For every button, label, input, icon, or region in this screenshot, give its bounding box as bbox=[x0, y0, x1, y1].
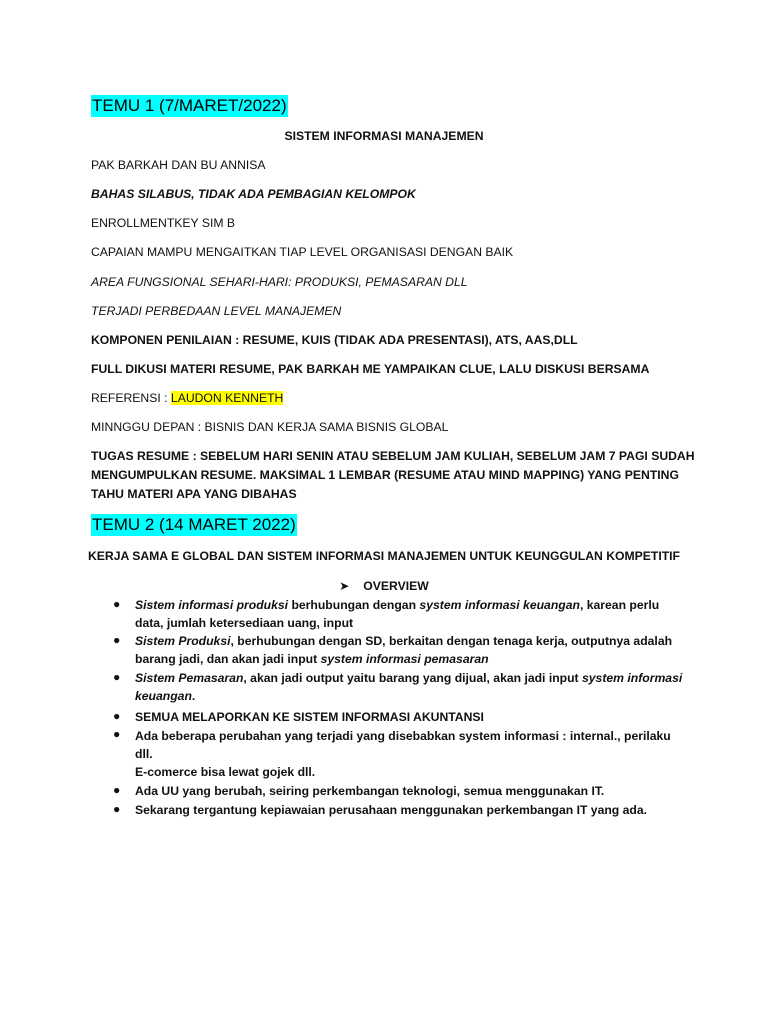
temu-2-title: KERJA SAMA E GLOBAL DAN SISTEM INFORMASI MANAJEMEN UNTUK KEUNGGULAN KOMPETITIF bbox=[87, 549, 680, 563]
referensi-line bbox=[91, 389, 283, 408]
bullet-1-e: data, jumlah ketersediaan uang, input bbox=[135, 616, 354, 630]
tugas-line-2: MENGUMPULKAN RESUME. MAKSIMAL 1 LEMBAR (RESUME ATAU MIND MAPPING) YANG PENTING bbox=[91, 468, 679, 482]
bullet-icon: ● bbox=[113, 670, 121, 684]
bullet-icon: ● bbox=[113, 633, 121, 647]
referensi-value: LAUDON KENNETH bbox=[170, 391, 284, 405]
bullet-item-3 bbox=[135, 669, 695, 705]
bullet-5-b: dll. bbox=[135, 747, 153, 761]
bullet-4-a: SEMUA MELAPORKAN KE SISTEM INFORMASI AKUNTANSI bbox=[135, 710, 484, 724]
enroll-key-line: ENROLLMENTKEY SIM B bbox=[91, 216, 236, 230]
bullet-1-a: Sistem informasi produksi bbox=[135, 598, 289, 612]
bullet-2-b: , berhubungan dengan SD, berkaitan dengan tenaga kerja, outputnya adalah bbox=[230, 634, 673, 648]
overview-line bbox=[0, 577, 768, 595]
bullet-2-c: barang jadi, dan akan jadi input bbox=[135, 652, 321, 666]
bullet-1-d: , karean perlu bbox=[579, 598, 660, 612]
capaian-line: CAPAIAN MAMPU MENGAITKAN TIAP LEVEL ORGANISASI DENGAN BAIK bbox=[91, 245, 514, 259]
bullet-2-a: Sistem Produksi bbox=[135, 634, 231, 648]
diskusi-line: FULL DIKUSI MATERI RESUME, PAK BARKAH ME YAMPAIKAN CLUE, LALU DISKUSI BERSAMA bbox=[91, 362, 650, 376]
bullet-item-7 bbox=[135, 801, 695, 819]
overview-label: OVERVIEW bbox=[363, 579, 429, 593]
temu-2-heading: TEMU 2 (14 MARET 2022) bbox=[92, 515, 296, 534]
bullet-7-a: Sekarang tergantung kepiawaian perusahaan menggunakan perkembangan IT yang ada. bbox=[135, 803, 648, 817]
arrowhead-icon: ➤ bbox=[339, 579, 350, 593]
bullet-3-c: system informasi bbox=[582, 671, 683, 685]
bullet-1-c: system informasi keuangan bbox=[419, 598, 580, 612]
bullet-icon: ● bbox=[113, 597, 121, 611]
bullet-2-d: system informasi pemasaran bbox=[320, 652, 489, 666]
minggu-depan-line: MINNGGU DEPAN : BISNIS DAN KERJA SAMA BISNIS GLOBAL bbox=[91, 420, 449, 434]
temu-1-title: SISTEM INFORMASI MANAJEMEN bbox=[284, 129, 484, 143]
bullet-item-5 bbox=[135, 727, 695, 781]
bullet-5-c: E-comerce bisa lewat gojek dll. bbox=[135, 765, 316, 779]
bullet-3-a: Sistem Pemasaran bbox=[135, 671, 244, 685]
bullet-icon: ● bbox=[113, 783, 121, 797]
bullet-item-2 bbox=[135, 632, 695, 668]
bullet-icon: ● bbox=[113, 802, 121, 816]
area-fungsional-line: AREA FUNGSIONAL SEHARI-HARI: PRODUKSI, PEMASARAN DLL bbox=[91, 275, 468, 289]
bullet-3-d: keuangan bbox=[135, 689, 192, 703]
bullet-6-a: Ada UU yang berubah, seiring perkembangan teknologi, semua menggunakan IT. bbox=[135, 784, 605, 798]
komponen-penilaian-line: KOMPONEN PENILAIAN : RESUME, KUIS (TIDAK ADA PRESENTASI), ATS, AAS,DLL bbox=[91, 333, 578, 347]
bullet-5-a: Ada beberapa perubahan yang terjadi yang disebabkan system informasi : internal., perilaku bbox=[135, 729, 671, 743]
bullet-1-b: berhubungan dengan bbox=[288, 598, 420, 612]
bullet-icon: ● bbox=[113, 727, 121, 741]
lecturers-line: PAK BARKAH DAN BU ANNISA bbox=[91, 158, 266, 172]
bullet-3-b: , akan jadi output yaitu barang yang dijual, akan jadi input bbox=[243, 671, 582, 685]
referensi-label: REFERENSI : bbox=[91, 391, 171, 405]
silabus-line: BAHAS SILABUS, TIDAK ADA PEMBAGIAN KELOMPOK bbox=[91, 187, 416, 201]
tugas-line-1: TUGAS RESUME : SEBELUM HARI SENIN ATAU SEBELUM JAM KULIAH, SEBELUM JAM 7 PAGI SUDAH bbox=[91, 449, 695, 463]
bullet-item-6 bbox=[135, 782, 695, 800]
level-manajemen-line: TERJADI PERBEDAAN LEVEL MANAJEMEN bbox=[91, 304, 342, 318]
temu-1-heading: TEMU 1 (7/MARET/2022) bbox=[92, 96, 287, 115]
bullet-item-4 bbox=[135, 708, 695, 726]
tugas-line-3: TAHU MATERI APA YANG DIBAHAS bbox=[91, 487, 297, 501]
bullet-3-e: . bbox=[191, 689, 196, 703]
bullet-icon: ● bbox=[113, 709, 121, 723]
bullet-item-1 bbox=[135, 596, 695, 632]
